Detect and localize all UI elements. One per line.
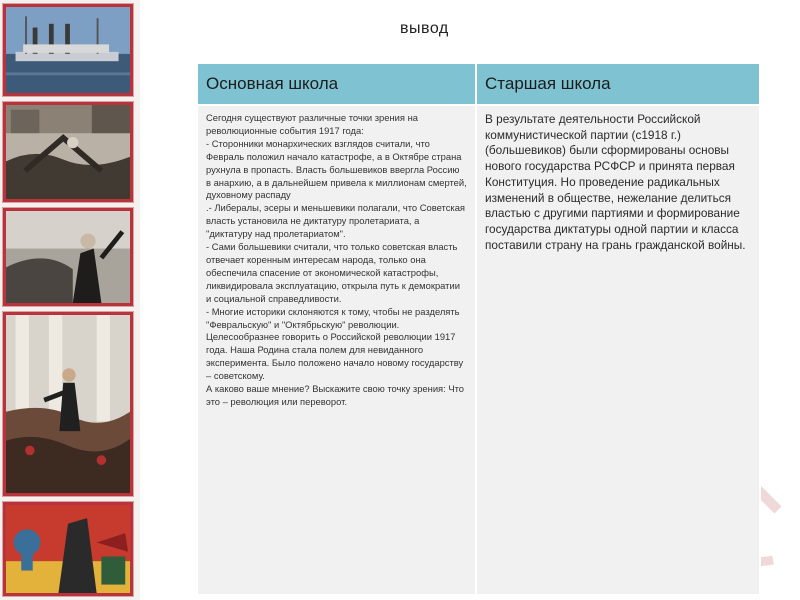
header-basic-school: Основная школа bbox=[198, 64, 476, 105]
slide-title: вывод bbox=[400, 20, 449, 37]
photo-lenin-speech bbox=[3, 208, 133, 306]
table-header-row bbox=[198, 64, 760, 105]
photo-strip bbox=[0, 0, 140, 600]
basic-school-text: Сегодня существуют различные точки зрения на революционные события 1917 года: - Сторонники монархических взглядов считали, что Февраль положил начало катастрофе, а в Октябре страна рухнула в пропасть. Власть большевиков ввергла Россию в анархию, а в дальнейшем привела к миллионам смертей, духовному распаду .- Либералы, эсеры и меньшевики полагали, что Советская власть установила не диктатуру пролетариата, а "диктатуру над пролетариатом". - Сами большевики считали, что только советская власть отвечает коренным интересам народа, только она обеспечила спасение от экономической катастрофы, ликвидировала эксплуатацию, открыла путь к демократии и социальной справедливости. - Многие историки склоняются к тому, чтобы не разделять "Февральскую" и "Октябрьскую" революции. Целесообразнее говорить о Российской революции 1917 года. Наша Родина стала полем для невиданного эксперимента. Было положено начало новому государству – советскому. А каково ваше мнение? Выскажите свою точку зрения: Что это – революция или переворот. bbox=[206, 112, 467, 407]
header-senior-school: Старшая школа bbox=[476, 64, 760, 105]
photo-crowd-street bbox=[3, 102, 133, 202]
photo-cruiser-aurora bbox=[3, 4, 133, 96]
comparison-table bbox=[198, 64, 761, 594]
table-row bbox=[198, 105, 760, 594]
photo-poster-painting bbox=[3, 502, 133, 596]
cell-basic-school bbox=[198, 105, 476, 594]
cell-senior-school bbox=[476, 105, 760, 594]
senior-school-text: В результате деятельности Российской коммунистической партии (с1918 г.)(большевиков) были сформированы основы нового государства РСФСР и принята первая Конституция. Но проведение радикальных изменений в обществе, нежелание делиться властью с другими партиями и формирование государства диктатуры одной партии и класса поставили страну на грань гражданской войны. bbox=[485, 112, 746, 252]
photo-revolution-painting bbox=[3, 312, 133, 496]
